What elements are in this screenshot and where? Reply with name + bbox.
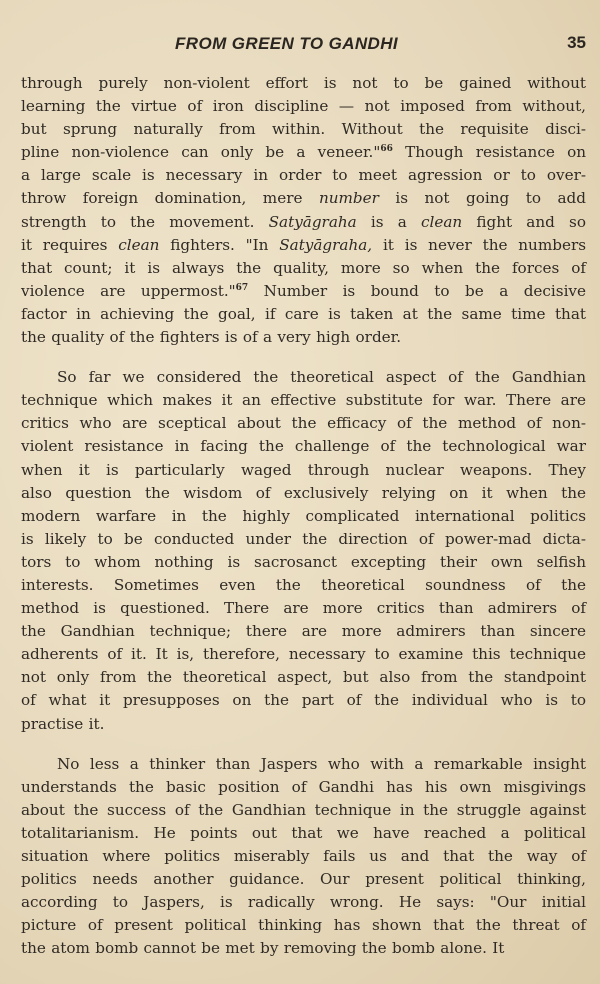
text-line: but sprung naturally from within. Without the requisite disci- (21, 120, 586, 139)
text-line: violence are uppermost."$^{67}$ Number is bound to be a decisive (21, 281, 587, 300)
body-text (21, 72, 586, 960)
text-line: politics needs another guidance. Our present political thinking, (21, 870, 586, 889)
text-line: So far we considered the theoretical aspect of the Gandhian (57, 368, 586, 387)
paragraph (21, 366, 586, 736)
text-line: technique which makes it an effective substitute for war. There are (21, 391, 586, 410)
italic-term: Satyāgraha, (279, 235, 373, 254)
text-line: modern warfare in the highly complicated international politics (21, 506, 586, 525)
text-line: practise it. (21, 714, 105, 733)
text-line: violent resistance in facing the challenge of the technological war (21, 437, 586, 456)
text-line: No less a thinker than Jaspers who with a remarkable insight (57, 754, 586, 773)
italic-term: number (318, 189, 379, 208)
italic-term: Satyāgraha (268, 212, 357, 231)
italic-term: clean (421, 212, 463, 231)
page-number: 35 (567, 33, 586, 52)
text-line: situation where politics miserably fails us and that the way of (21, 847, 586, 865)
text-line: the quality of the fighters is of a very high order. (21, 328, 402, 347)
page-header (21, 0, 586, 64)
text-line: interests. Sometimes even the theoretical soundness of the (21, 575, 586, 594)
text-line: tors to whom nothing is sacrosanct excepting their own selfish (21, 552, 586, 571)
text-line: critics who are sceptical about the efficacy of the method of non- (21, 414, 586, 433)
text-line: of what it presupposes on the part of the individual who is to (21, 691, 586, 710)
text-line: it requires clean fighters. "In Satyāgraha, it is never the numbers (21, 235, 586, 254)
book-page (21, 0, 586, 984)
text-line: understands the basic position of Gandhi has his own misgivings (21, 777, 586, 796)
running-title: FROM GREEN TO GANDHI (175, 34, 399, 53)
text-line: not only from the theoretical aspect, but also from the standpoint (21, 668, 586, 687)
text-line: through purely non-violent effort is not to be gained without (21, 74, 586, 92)
italic-term: clean (118, 235, 160, 254)
text-line: factor in achieving the goal, if care is taken at the same time that (21, 304, 586, 323)
text-line: the atom bomb cannot be met by removing the bomb alone. It (21, 939, 505, 958)
text-line: about the success of the Gandhian technique in the struggle against (21, 800, 586, 819)
text-line: strength to the movement. Satyāgraha is a clean fight and so (21, 212, 586, 231)
text-line: is likely to be conducted under the direction of power-mad dicta- (21, 529, 586, 548)
text-line: adherents of it. It is, therefore, necessary to examine this technique (21, 645, 586, 664)
footnote-ref: 67 (235, 282, 249, 293)
text-line: when it is particularly waged through nuclear weapons. They (21, 460, 586, 479)
paragraph (21, 72, 586, 349)
text-line: that count; it is always the quality, more so when the forces of (21, 258, 586, 277)
paragraph (21, 753, 586, 961)
text-line: also question the wisdom of exclusively relying on it when the (21, 483, 586, 502)
text-line: the Gandhian technique; there are more admirers than sincere (21, 622, 586, 641)
text-line: method is questioned. There are more critics than admirers of (21, 599, 586, 618)
text-line: picture of present political thinking has shown that the threat of (21, 916, 586, 935)
text-line: learning the virtue of iron discipline — not imposed from without, (21, 97, 586, 116)
text-line: according to Jaspers, is radically wrong. He says: "Our initial (21, 893, 586, 912)
text-line: a large scale is necessary in order to meet agression or to over- (21, 166, 586, 185)
text-line: pline non-violence can only be a veneer."$^{66}$ Though resistance on (21, 143, 586, 162)
text-line: throw foreign domination, mere number is not going to add (21, 189, 586, 208)
text-line: totalitarianism. He points out that we have reached a political (21, 823, 586, 842)
footnote-ref: 66 (380, 144, 393, 155)
